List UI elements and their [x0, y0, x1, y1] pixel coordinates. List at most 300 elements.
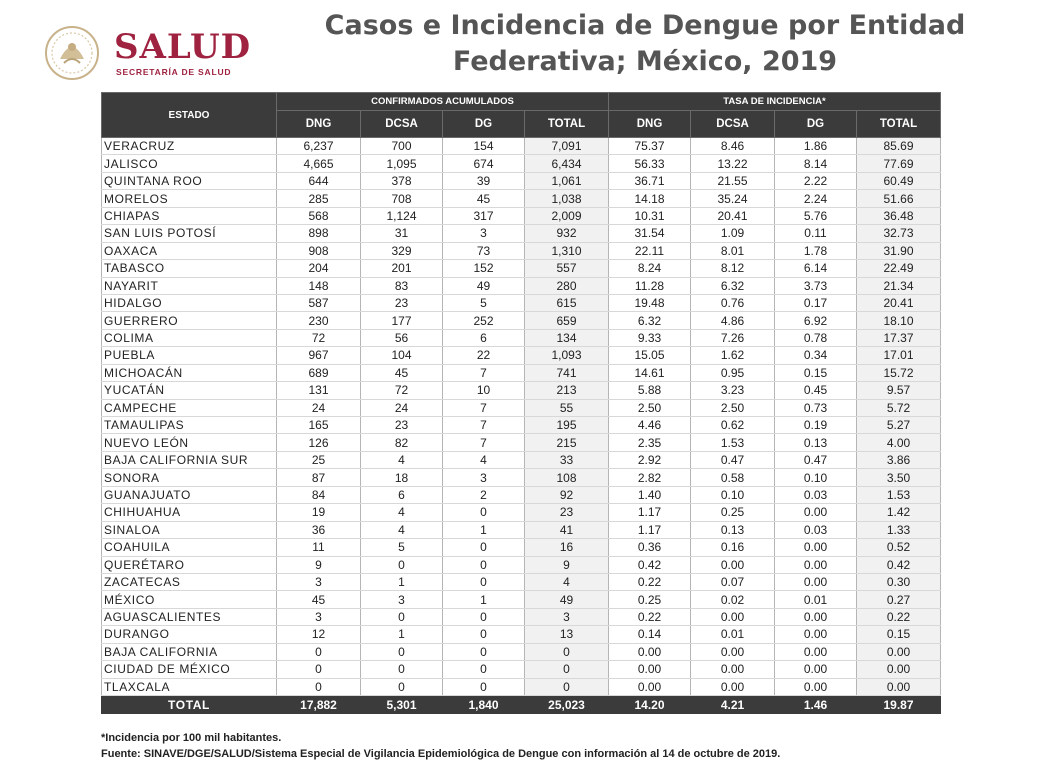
state-cell: YUCATÁN [102, 382, 277, 399]
value-cell: 0.15 [857, 626, 941, 643]
value-cell: 0 [361, 556, 443, 573]
value-cell: 23 [361, 417, 443, 434]
value-cell: 1.17 [609, 504, 691, 521]
value-cell: 0 [443, 678, 525, 695]
value-cell: 215 [525, 434, 609, 451]
value-cell: 0.00 [775, 661, 857, 678]
value-cell: 5.72 [857, 399, 941, 416]
table-row [102, 312, 941, 329]
value-cell: 41 [525, 521, 609, 538]
value-cell: 967 [277, 347, 361, 364]
value-cell: 0.03 [775, 486, 857, 503]
table-row [102, 643, 941, 660]
value-cell: 20.41 [857, 294, 941, 311]
value-cell: 0.47 [691, 451, 775, 468]
value-cell: 32.73 [857, 225, 941, 242]
value-cell: 22 [443, 347, 525, 364]
table-row [102, 486, 941, 503]
table-row [102, 347, 941, 364]
value-cell: 0.14 [609, 626, 691, 643]
value-cell: 23 [361, 294, 443, 311]
value-cell: 317 [443, 207, 525, 224]
state-cell: CHIAPAS [102, 207, 277, 224]
value-cell: 5.27 [857, 417, 941, 434]
title-line-2: Federativa; México, 2019 [452, 46, 838, 77]
value-cell: 45 [277, 591, 361, 608]
value-cell: 14.18 [609, 190, 691, 207]
value-cell: 1.62 [691, 347, 775, 364]
value-cell: 152 [443, 260, 525, 277]
value-cell: 104 [361, 347, 443, 364]
table-row [102, 260, 941, 277]
value-cell: 25 [277, 451, 361, 468]
value-cell: 1.09 [691, 225, 775, 242]
value-cell: 4 [361, 521, 443, 538]
value-cell: 1,038 [525, 190, 609, 207]
value-cell: 0.00 [775, 608, 857, 625]
table-row [102, 364, 941, 381]
value-cell: 3 [525, 608, 609, 625]
value-cell: 0.52 [857, 539, 941, 556]
value-cell: 0 [443, 661, 525, 678]
table-row [102, 556, 941, 573]
table-row [102, 469, 941, 486]
state-cell: SONORA [102, 469, 277, 486]
value-cell: 0.22 [609, 573, 691, 590]
value-cell: 0.00 [775, 556, 857, 573]
value-cell: 31.54 [609, 225, 691, 242]
table-row [102, 504, 941, 521]
value-cell: 14.61 [609, 364, 691, 381]
column-header: TOTAL [857, 111, 941, 138]
state-cell: PUEBLA [102, 347, 277, 364]
state-cell: SAN LUIS POTOSÍ [102, 225, 277, 242]
state-cell: SINALOA [102, 521, 277, 538]
footer-notes [101, 731, 780, 762]
value-cell: 134 [525, 329, 609, 346]
table-row [102, 207, 941, 224]
value-cell: 36.71 [609, 172, 691, 189]
value-cell: 2.50 [609, 399, 691, 416]
value-cell: 329 [361, 242, 443, 259]
value-cell: 1.78 [775, 242, 857, 259]
state-cell: HIDALGO [102, 294, 277, 311]
value-cell: 35.24 [691, 190, 775, 207]
incidence-group-header: TASA DE INCIDENCIA* [609, 93, 941, 111]
value-cell: 18 [361, 469, 443, 486]
value-cell: 10 [443, 382, 525, 399]
value-cell: 8.12 [691, 260, 775, 277]
value-cell: 9.57 [857, 382, 941, 399]
value-cell: 131 [277, 382, 361, 399]
value-cell: 0.47 [775, 451, 857, 468]
value-cell: 0 [361, 643, 443, 660]
table-row [102, 417, 941, 434]
value-cell: 195 [525, 417, 609, 434]
value-cell: 1 [361, 573, 443, 590]
value-cell: 6.32 [691, 277, 775, 294]
value-cell: 2,009 [525, 207, 609, 224]
value-cell: 615 [525, 294, 609, 311]
value-cell: 280 [525, 277, 609, 294]
value-cell: 8.46 [691, 138, 775, 155]
value-cell: 0 [443, 539, 525, 556]
value-cell: 204 [277, 260, 361, 277]
state-cell: GUERRERO [102, 312, 277, 329]
value-cell: 0.00 [691, 608, 775, 625]
value-cell: 8.14 [775, 155, 857, 172]
value-cell: 4,665 [277, 155, 361, 172]
incidence-footnote: *Incidencia por 100 mil habitantes. [101, 732, 282, 744]
value-cell: 17.37 [857, 329, 941, 346]
value-cell: 1.46 [775, 696, 857, 714]
value-cell: 6.32 [609, 312, 691, 329]
state-cell: DURANGO [102, 626, 277, 643]
column-header: DG [443, 111, 525, 138]
state-cell: TLAXCALA [102, 678, 277, 695]
value-cell: 0.42 [609, 556, 691, 573]
table-row [102, 242, 941, 259]
value-cell: 5 [443, 294, 525, 311]
value-cell: 0.00 [775, 626, 857, 643]
value-cell: 0.11 [775, 225, 857, 242]
value-cell: 15.05 [609, 347, 691, 364]
value-cell: 230 [277, 312, 361, 329]
table-row [102, 626, 941, 643]
value-cell: 4.46 [609, 417, 691, 434]
value-cell: 557 [525, 260, 609, 277]
value-cell: 1,093 [525, 347, 609, 364]
value-cell: 1.53 [857, 486, 941, 503]
value-cell: 33 [525, 451, 609, 468]
value-cell: 0 [525, 643, 609, 660]
value-cell: 0.00 [775, 504, 857, 521]
value-cell: 31 [361, 225, 443, 242]
state-cell: JALISCO [102, 155, 277, 172]
value-cell: 0.02 [691, 591, 775, 608]
value-cell: 0.17 [775, 294, 857, 311]
value-cell: 7 [443, 364, 525, 381]
value-cell: 587 [277, 294, 361, 311]
value-cell: 0.00 [775, 678, 857, 695]
value-cell: 6 [443, 329, 525, 346]
value-cell: 0 [443, 643, 525, 660]
table-row [102, 225, 941, 242]
table-row [102, 138, 941, 155]
value-cell: 0.95 [691, 364, 775, 381]
state-cell: BAJA CALIFORNIA SUR [102, 451, 277, 468]
table-row [102, 591, 941, 608]
value-cell: 741 [525, 364, 609, 381]
value-cell: 0.25 [691, 504, 775, 521]
value-cell: 36.48 [857, 207, 941, 224]
value-cell: 2.35 [609, 434, 691, 451]
value-cell: 0.22 [609, 608, 691, 625]
value-cell: 148 [277, 277, 361, 294]
state-cell: VERACRUZ [102, 138, 277, 155]
value-cell: 0 [443, 504, 525, 521]
state-cell: MÉXICO [102, 591, 277, 608]
value-cell: 285 [277, 190, 361, 207]
state-cell: QUERÉTARO [102, 556, 277, 573]
value-cell: 0.30 [857, 573, 941, 590]
brand-name: SALUD [114, 27, 252, 67]
value-cell: 5 [361, 539, 443, 556]
state-cell: COLIMA [102, 329, 277, 346]
value-cell: 4.86 [691, 312, 775, 329]
value-cell: 0.03 [775, 521, 857, 538]
value-cell: 72 [361, 382, 443, 399]
value-cell: 31.90 [857, 242, 941, 259]
column-header: DCSA [691, 111, 775, 138]
total-row [102, 696, 941, 714]
value-cell: 3.50 [857, 469, 941, 486]
value-cell: 0.62 [691, 417, 775, 434]
value-cell: 3.73 [775, 277, 857, 294]
value-cell: 0.45 [775, 382, 857, 399]
value-cell: 689 [277, 364, 361, 381]
table-row [102, 678, 941, 695]
value-cell: 4.21 [691, 696, 775, 714]
state-cell: OAXACA [102, 242, 277, 259]
value-cell: 0.00 [609, 661, 691, 678]
value-cell: 7.26 [691, 329, 775, 346]
value-cell: 1,310 [525, 242, 609, 259]
value-cell: 21.34 [857, 277, 941, 294]
value-cell: 0.00 [609, 643, 691, 660]
value-cell: 0.13 [691, 521, 775, 538]
value-cell: 708 [361, 190, 443, 207]
state-cell: MICHOACÁN [102, 364, 277, 381]
value-cell: 77.69 [857, 155, 941, 172]
table-row [102, 277, 941, 294]
value-cell: 2.24 [775, 190, 857, 207]
value-cell: 10.31 [609, 207, 691, 224]
value-cell: 16 [525, 539, 609, 556]
dengue-table [101, 92, 941, 714]
value-cell: 126 [277, 434, 361, 451]
state-cell: NAYARIT [102, 277, 277, 294]
brand-subtitle: SECRETARÍA DE SALUD [116, 67, 232, 77]
state-cell: COAHUILA [102, 539, 277, 556]
value-cell: 6 [361, 486, 443, 503]
value-cell: 12 [277, 626, 361, 643]
value-cell: 0.78 [775, 329, 857, 346]
value-cell: 0 [443, 573, 525, 590]
value-cell: 49 [525, 591, 609, 608]
value-cell: 108 [525, 469, 609, 486]
value-cell: 13.22 [691, 155, 775, 172]
value-cell: 24 [277, 399, 361, 416]
value-cell: 17,882 [277, 696, 361, 714]
value-cell: 0 [525, 678, 609, 695]
table-row [102, 434, 941, 451]
value-cell: 0.73 [775, 399, 857, 416]
value-cell: 87 [277, 469, 361, 486]
value-cell: 644 [277, 172, 361, 189]
value-cell: 17.01 [857, 347, 941, 364]
value-cell: 1,061 [525, 172, 609, 189]
table-row [102, 294, 941, 311]
state-cell: BAJA CALIFORNIA [102, 643, 277, 660]
value-cell: 1 [361, 626, 443, 643]
value-cell: 0 [361, 661, 443, 678]
state-cell: ZACATECAS [102, 573, 277, 590]
column-header: DNG [277, 111, 361, 138]
value-cell: 2.22 [775, 172, 857, 189]
value-cell: 83 [361, 277, 443, 294]
value-cell: 4 [361, 451, 443, 468]
value-cell: 932 [525, 225, 609, 242]
column-header: TOTAL [525, 111, 609, 138]
value-cell: 4.00 [857, 434, 941, 451]
value-cell: 73 [443, 242, 525, 259]
state-cell: CIUDAD DE MÉXICO [102, 661, 277, 678]
value-cell: 7 [443, 417, 525, 434]
value-cell: 15.72 [857, 364, 941, 381]
value-cell: 0 [525, 661, 609, 678]
column-header: DNG [609, 111, 691, 138]
value-cell: 18.10 [857, 312, 941, 329]
value-cell: 92 [525, 486, 609, 503]
value-cell: 1.33 [857, 521, 941, 538]
value-cell: 568 [277, 207, 361, 224]
value-cell: 6,434 [525, 155, 609, 172]
value-cell: 165 [277, 417, 361, 434]
value-cell: 908 [277, 242, 361, 259]
value-cell: 0.58 [691, 469, 775, 486]
value-cell: 0 [443, 608, 525, 625]
value-cell: 4 [361, 504, 443, 521]
value-cell: 1,840 [443, 696, 525, 714]
value-cell: 0.25 [609, 591, 691, 608]
value-cell: 4 [443, 451, 525, 468]
value-cell: 0.00 [609, 678, 691, 695]
source-note: Fuente: SINAVE/DGE/SALUD/Sistema Especial de Vigilancia Epidemiológica de Dengue con información al 14 de octubre de 2019. [101, 747, 781, 760]
value-cell: 0.00 [691, 661, 775, 678]
value-cell: 22.49 [857, 260, 941, 277]
value-cell: 56.33 [609, 155, 691, 172]
value-cell: 82 [361, 434, 443, 451]
value-cell: 25,023 [525, 696, 609, 714]
value-cell: 1.42 [857, 504, 941, 521]
value-cell: 60.49 [857, 172, 941, 189]
value-cell: 0.00 [691, 556, 775, 573]
value-cell: 0 [443, 626, 525, 643]
value-cell: 3 [443, 225, 525, 242]
table-row [102, 172, 941, 189]
value-cell: 0.00 [857, 643, 941, 660]
value-cell: 201 [361, 260, 443, 277]
value-cell: 0.16 [691, 539, 775, 556]
value-cell: 72 [277, 329, 361, 346]
value-cell: 1,095 [361, 155, 443, 172]
table-row [102, 661, 941, 678]
salud-logo [42, 25, 272, 81]
mexico-coat-of-arms-icon [42, 25, 102, 81]
confirmed-group-header: CONFIRMADOS ACUMULADOS [277, 93, 609, 111]
table-row [102, 573, 941, 590]
value-cell: 0.00 [775, 643, 857, 660]
state-cell: CHIHUAHUA [102, 504, 277, 521]
value-cell: 0.13 [775, 434, 857, 451]
value-cell: 0.19 [775, 417, 857, 434]
page-title [300, 8, 990, 80]
state-cell: GUANAJUATO [102, 486, 277, 503]
state-cell: AGUASCALIENTES [102, 608, 277, 625]
state-cell: QUINTANA ROO [102, 172, 277, 189]
value-cell: 0.01 [691, 626, 775, 643]
column-header: DCSA [361, 111, 443, 138]
value-cell: 1.40 [609, 486, 691, 503]
value-cell: 3.86 [857, 451, 941, 468]
value-cell: 700 [361, 138, 443, 155]
value-cell: 56 [361, 329, 443, 346]
value-cell: 0.36 [609, 539, 691, 556]
value-cell: 7 [443, 399, 525, 416]
value-cell: 75.37 [609, 138, 691, 155]
value-cell: 7,091 [525, 138, 609, 155]
state-cell: MORELOS [102, 190, 277, 207]
value-cell: 24 [361, 399, 443, 416]
value-cell: 1,124 [361, 207, 443, 224]
value-cell: 0.00 [691, 643, 775, 660]
value-cell: 22.11 [609, 242, 691, 259]
value-cell: 1.86 [775, 138, 857, 155]
value-cell: 1 [443, 521, 525, 538]
title-line-1: Casos e Incidencia de Dengue por Entidad [324, 10, 966, 41]
table-row [102, 155, 941, 172]
value-cell: 49 [443, 277, 525, 294]
value-cell: 0.00 [775, 573, 857, 590]
value-cell: 1 [443, 591, 525, 608]
value-cell: 14.20 [609, 696, 691, 714]
value-cell: 2.50 [691, 399, 775, 416]
value-cell: 3 [277, 608, 361, 625]
value-cell: 21.55 [691, 172, 775, 189]
value-cell: 19 [277, 504, 361, 521]
value-cell: 45 [443, 190, 525, 207]
table-row [102, 399, 941, 416]
value-cell: 0 [443, 556, 525, 573]
value-cell: 898 [277, 225, 361, 242]
value-cell: 0.42 [857, 556, 941, 573]
value-cell: 0 [277, 678, 361, 695]
value-cell: 19.48 [609, 294, 691, 311]
value-cell: 11.28 [609, 277, 691, 294]
table-row [102, 382, 941, 399]
value-cell: 0 [277, 643, 361, 660]
value-cell: 0.00 [691, 678, 775, 695]
value-cell: 0.00 [775, 539, 857, 556]
value-cell: 3 [443, 469, 525, 486]
value-cell: 659 [525, 312, 609, 329]
value-cell: 9.33 [609, 329, 691, 346]
value-cell: 45 [361, 364, 443, 381]
value-cell: 23 [525, 504, 609, 521]
value-cell: 3 [361, 591, 443, 608]
value-cell: 0.00 [857, 678, 941, 695]
value-cell: 3.23 [691, 382, 775, 399]
value-cell: 9 [277, 556, 361, 573]
table-row [102, 608, 941, 625]
value-cell: 0.10 [775, 469, 857, 486]
value-cell: 2.92 [609, 451, 691, 468]
table-row [102, 329, 941, 346]
value-cell: 5,301 [361, 696, 443, 714]
value-cell: 2 [443, 486, 525, 503]
value-cell: 1.53 [691, 434, 775, 451]
